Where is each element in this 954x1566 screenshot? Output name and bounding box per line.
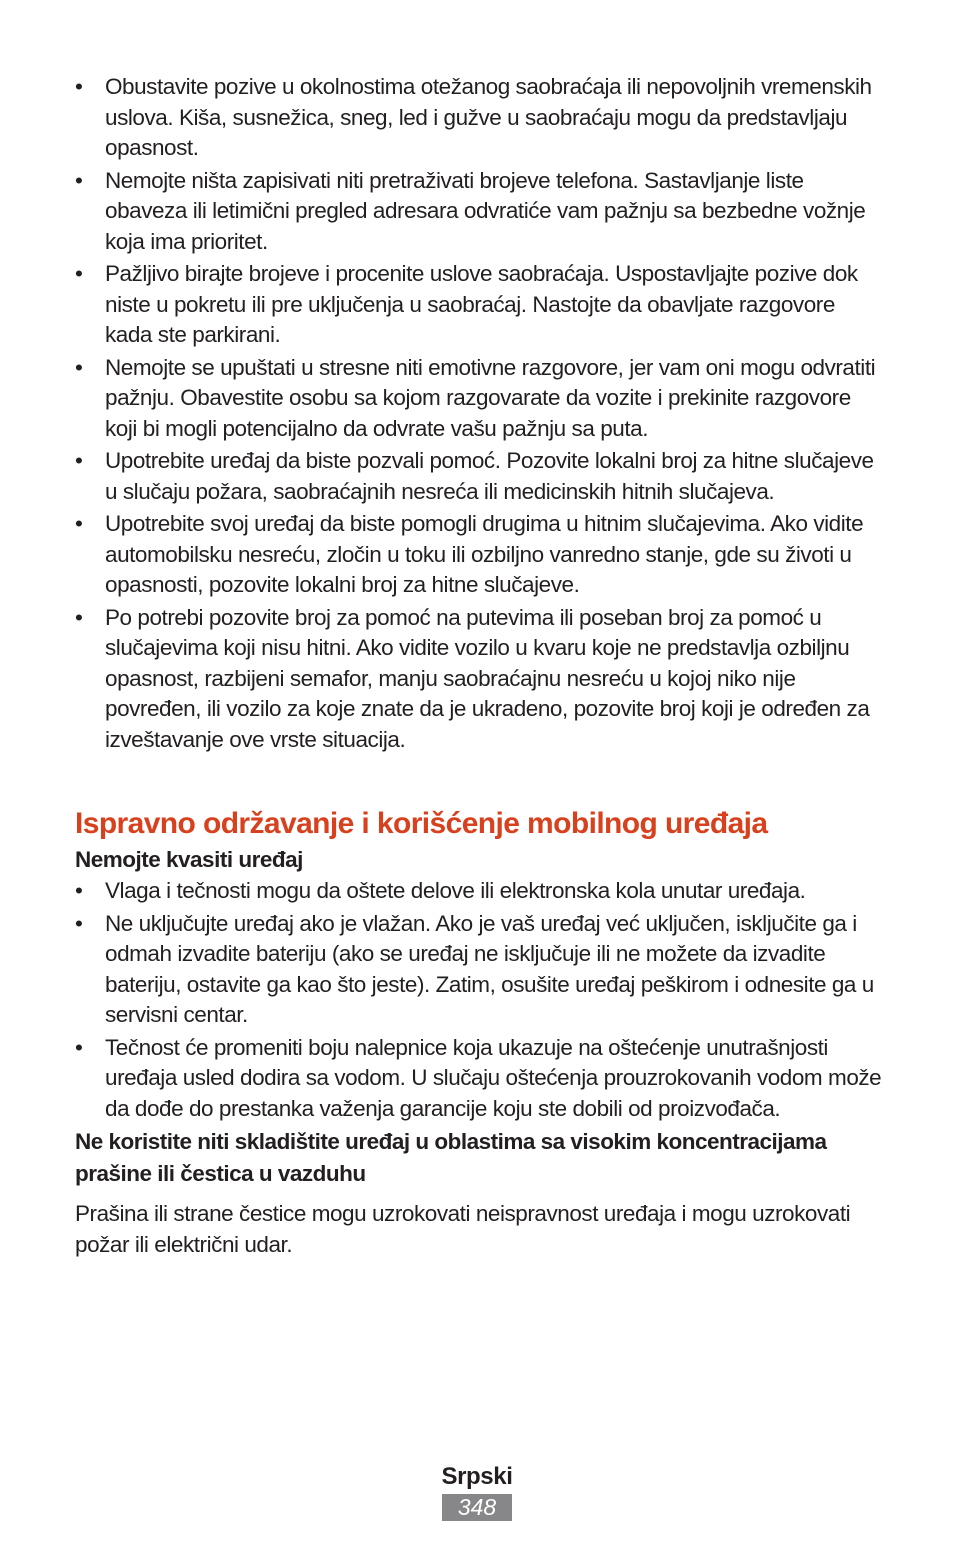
list-item: • Nemojte se upuštati u stresne niti emotivne razgovore, jer vam oni mogu odvratiti pažnju. Obavestite osobu sa kojom razgovarate da vozite i prekinite razgovore koji bi mogli potencijalno da odvrate vašu pažnju sa puta. (75, 353, 885, 445)
page-content (75, 72, 885, 1260)
driving-safety-list (75, 72, 885, 755)
subsection-heading-moisture: Nemojte kvasiti uređaj (75, 847, 303, 872)
dust-paragraph: Prašina ili strane čestice mogu uzrokovati neispravnost uređaja i mogu uzrokovati požar ili električni udar. (75, 1201, 851, 1257)
moisture-list (75, 876, 885, 1124)
list-item: • Pažljivo birajte brojeve i procenite uslove saobraćaja. Uspostavljajte pozive dok niste u pokretu ili pre uključenja u saobraćaj. Nastojte da obavljate razgovore kada ste parkirani. (75, 259, 885, 351)
section-title: Ispravno održavanje i korišćenje mobilnog uređaja (75, 807, 768, 840)
list-item: • Obustavite pozive u okolnostima otežanog saobraćaja ili nepovoljnih vremenskih uslova. Kiša, susnežica, sneg, led i gužve u saobraćaju mogu da predstavljaju opasnost. (75, 72, 885, 164)
page-number: 348 (442, 1494, 512, 1521)
list-item: • Upotrebite svoj uređaj da biste pomogli drugima u hitnim slučajevima. Ako vidite automobilsku nesreću, zločin u toku ili ozbiljno vanredno stanje, gde su životi u opasnosti, pozovite lokalni broj za hitne slučajeve. (75, 509, 885, 601)
list-item: • Ne uključujte uređaj ako je vlažan. Ako je vaš uređaj već uključen, isključite ga i odmah izvadite bateriju (ako se uređaj ne isključuje ili ne možete da izvadite bateriju, ostavite ga kao što jeste). Zatim, osušite uređaj peškirom i odnesite ga u servisni centar. (75, 909, 885, 1031)
page-footer (0, 1462, 954, 1521)
list-item: • Nemojte ništa zapisivati niti pretraživati brojeve telefona. Sastavljanje liste obaveza ili letimični pregled adresara odvratiće vam pažnju sa bezbedne vožnje koja ima prioritet. (75, 166, 885, 258)
language-label: Srpski (441, 1463, 513, 1490)
list-item: • Po potrebi pozovite broj za pomoć na putevima ili poseban broj za pomoć u slučajevima koji nisu hitni. Ako vidite vozilo u kvaru koje ne predstavlja ozbiljnu opasnost, razbijeni semafor, manju saobraćajnu nesreću u kojoj niko nije povređen, ili vozilo za koje znate da je ukradeno, pozovite broj koji je određen za izveštavanje ove vrste situacija. (75, 603, 885, 756)
list-item: • Vlaga i tečnosti mogu da oštete delove ili elektronska kola unutar uređaja. (75, 876, 885, 907)
list-item: • Tečnost će promeniti boju nalepnice koja ukazuje na oštećenje unutrašnjosti uređaja usled dodira sa vodom. U slučaju oštećenja prouzrokovanih vodom može da dođe do prestanka važenja garancije koju ste dobili od proizvođača. (75, 1033, 885, 1125)
subsection-heading-dust: Ne koristite niti skladištite uređaj u oblastima sa visokim koncentracijama prašine ili čestica u vazduhu (75, 1129, 827, 1186)
list-item: • Upotrebite uređaj da biste pozvali pomoć. Pozovite lokalni broj za hitne slučajeve u slučaju požara, saobraćajnih nesreća ili medicinskih hitnih slučajeva. (75, 446, 885, 507)
